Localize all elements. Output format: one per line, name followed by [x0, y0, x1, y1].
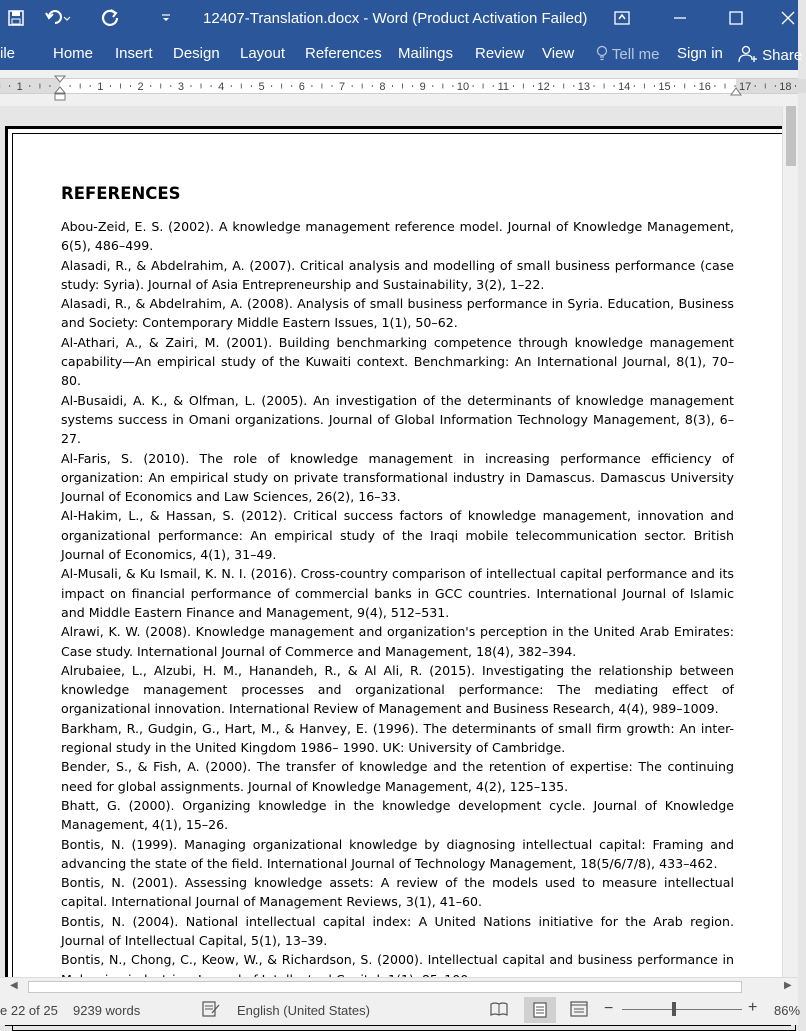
sign-in-button[interactable]: Sign in	[677, 45, 723, 62]
ruler-number: 3	[177, 81, 184, 93]
maximize-icon[interactable]	[718, 4, 754, 32]
reference-entry: Alrubaiee, L., Alzubi, H. M., Hanandeh, R., & Al Ali, R. (2015). Investigating the relationship between knowledge management processes and organizational performance: The mediating effect of organizational innovation. International Review of Management and Business Research, 4(4), 989–1009.	[61, 662, 734, 717]
ruler-number: 14	[618, 81, 631, 93]
reference-list	[61, 217, 734, 989]
ruler-number: 16	[698, 81, 711, 93]
lightbulb-icon	[596, 45, 608, 61]
zoom-slider[interactable]	[622, 1009, 742, 1010]
tab-references[interactable]: References	[305, 45, 382, 62]
reference-entry: Bontis, N. (2001). Assessing knowledge assets: A review of the models used to measure intellectual capital. International Journal of Management Reviews, 3(1), 41–60.	[61, 875, 734, 910]
word-count[interactable]: 9239 words	[73, 1003, 141, 1018]
title-bar	[0, 0, 798, 36]
reference-entry: Bender, S., & Fish, A. (2000). The transfer of knowledge and the retention of expertise: The continuing need for global assignments. Journal of Knowledge Management, 4(2), 125–135.	[61, 759, 734, 794]
vertical-scroll-thumb[interactable]	[786, 106, 796, 166]
document-page[interactable]	[5, 126, 791, 1026]
status-bar	[0, 995, 801, 1025]
ruler-number: 1	[16, 81, 23, 93]
reference-entry: Bontis, N. (1999). Managing organizational knowledge by diagnosing intellectual capital: Framing and advancing the state of the field. International Journal of Technology Management, 18(5/6/7/8), 433–462.	[61, 836, 734, 871]
reference-entry: Bontis, N. (2004). National intellectual capital index: A United Nations initiative for the Arab region. Journal of Intellectual Capital, 5(1), 13–39.	[61, 913, 734, 948]
close-icon[interactable]	[770, 4, 806, 32]
proofing-icon[interactable]	[202, 1001, 220, 1020]
ruler-number: 6	[298, 81, 305, 93]
document-area	[0, 106, 782, 977]
zoom-level[interactable]: 86%	[774, 1003, 801, 1018]
ruler-number: 15	[658, 81, 671, 93]
web-layout-icon[interactable]	[570, 1001, 588, 1020]
reference-entry: Al-Musali, & Ku Ismail, K. N. I. (2016). Cross-country comparison of intellectual capital performance and its impact on financial performance of commercial banks in GCC countries. International Journal of Islamic and Middle Eastern Finance and Management, 9(4), 512–531.	[61, 566, 734, 620]
tab-home[interactable]: Home	[53, 45, 94, 62]
reference-entry: Abou-Zeid, E. S. (2002). A knowledge management reference model. Journal of Knowledge Management, 6(5), 486–499.	[61, 219, 734, 254]
language-indicator[interactable]: English (United States)	[237, 1003, 370, 1018]
zoom-slider-thumb[interactable]	[672, 1002, 676, 1016]
ruler-number: 17	[738, 81, 752, 93]
ruler-number: 10	[456, 81, 470, 93]
page-count[interactable]: e 22 of 25	[0, 1003, 58, 1018]
reference-entry: Alasadi, R., & Abdelrahim, A. (2007). Critical analysis and modelling of small business performance (case study: Syria). Journal of Asia Entrepreneurship and Sustainability, 3(2), 1–22.	[61, 257, 734, 292]
scroll-right-icon[interactable]: ▶	[784, 980, 792, 991]
tell-me-label: Tell me	[611, 46, 660, 63]
tab-mailings[interactable]: Mailings	[398, 45, 454, 62]
person-add-icon	[738, 45, 758, 63]
ruler-number: 9	[419, 81, 426, 93]
customize-icon[interactable]	[158, 6, 174, 30]
ruler-bar	[0, 70, 798, 106]
read-mode-icon[interactable]	[490, 1001, 508, 1020]
redo-icon[interactable]	[96, 6, 124, 30]
ribbon-tabs	[0, 36, 803, 70]
tell-me-search[interactable]	[596, 45, 659, 63]
tab-review[interactable]: Review	[475, 45, 525, 62]
tab-file[interactable]: ile	[0, 45, 16, 62]
ruler-number: 7	[339, 81, 346, 93]
right-indent-marker-icon[interactable]	[730, 87, 742, 97]
ruler-number: 13	[577, 81, 591, 93]
share-label: Share	[762, 47, 803, 64]
ruler-number: 2	[137, 81, 144, 93]
horizontal-scroll-thumb[interactable]	[28, 981, 742, 993]
tab-insert[interactable]: Insert	[115, 45, 153, 62]
ruler-number: 8	[379, 81, 386, 93]
horizontal-scrollbar[interactable]	[0, 977, 798, 995]
share-button[interactable]	[738, 45, 802, 64]
ruler-ticks	[0, 79, 798, 93]
minimize-icon[interactable]	[662, 4, 698, 32]
zoom-out-icon[interactable]: −	[604, 1000, 614, 1017]
reference-entry: Barkham, R., Gudgin, G., Hart, M., & Hanvey, E. (1996). The determinants of small firm growth: An inter-regional study in the United Kingdom 1986– 1990. UK: University of Cambridge.	[61, 720, 734, 756]
tab-design[interactable]: Design	[173, 45, 220, 62]
vertical-scrollbar[interactable]	[782, 106, 798, 977]
tab-layout[interactable]: Layout	[240, 45, 286, 62]
page-content[interactable]	[61, 183, 734, 989]
ruler-number: 18	[779, 81, 792, 93]
reference-entry: Al-Busaidi, A. K., & Olfman, L. (2005). An investigation of the determinants of knowledge management systems success in Omani organizations. Journal of Global Information Technology Management, 8(3), 6–27.	[61, 392, 734, 447]
zoom-in-icon[interactable]: +	[748, 999, 758, 1016]
scroll-left-icon[interactable]: ◀	[10, 980, 18, 991]
ruler-number: 1	[97, 81, 104, 93]
ruler-number: 11	[497, 81, 510, 93]
window-title: 12407-Translation.docx - Word (Product Activation Failed)	[203, 10, 588, 27]
ruler-number: 12	[537, 81, 550, 93]
indent-marker-icon[interactable]	[54, 75, 66, 101]
reference-entry: Bhatt, G. (2000). Organizing knowledge in the knowledge development cycle. Journal of Knowledge Management, 4(1), 15–26.	[61, 797, 734, 833]
reference-entry: Al-Athari, A., & Zairi, M. (2001). Building benchmarking competence through knowledge management capability—An empirical study of the Kuwaiti context. Benchmarking: An International Journal, 8(1), 70–80.	[61, 334, 734, 389]
horizontal-ruler[interactable]	[0, 78, 798, 94]
print-layout-icon[interactable]	[524, 997, 556, 1023]
references-heading: REFERENCES	[61, 184, 181, 203]
save-icon[interactable]	[4, 6, 28, 30]
reference-entry: Al-Faris, S. (2010). The role of knowledge management in increasing performance efficiency of organization: An empirical study on private transformational industry in Damascus. Damascus University Journal of Economics and Law Sciences, 26(2), 16–33.	[61, 450, 734, 505]
reference-entry: Alasadi, R., & Abdelrahim, A. (2008). Analysis of small business performance in Syria. Education, Business and Society: Contemporary Middle Eastern Issues, 1(1), 50–62.	[61, 296, 734, 331]
reference-entry: Al-Hakim, L., & Hassan, S. (2012). Critical success factors of knowledge management, innovation and organizational performance: An empirical study of the Iraqi mobile telecommunication sector. British Journal of Economics, 4(1), 31–49.	[61, 508, 734, 563]
reference-entry: Bontis, N., Chong, C., Keow, W., & Richardson, S. (2000). Intellectual capital and business performance in	[61, 952, 734, 968]
undo-icon[interactable]	[38, 6, 78, 30]
tab-view[interactable]: View	[542, 45, 575, 62]
reference-entry: Alrawi, K. W. (2008). Knowledge management and organization's perception in the United Arab Emirates: Case study. International Journal of Commerce and Management, 18(4), 382–394.	[61, 624, 734, 659]
ruler-number: 5	[258, 81, 265, 93]
ruler-number: 4	[218, 81, 225, 93]
ribbon-display-options-icon[interactable]	[604, 4, 640, 32]
